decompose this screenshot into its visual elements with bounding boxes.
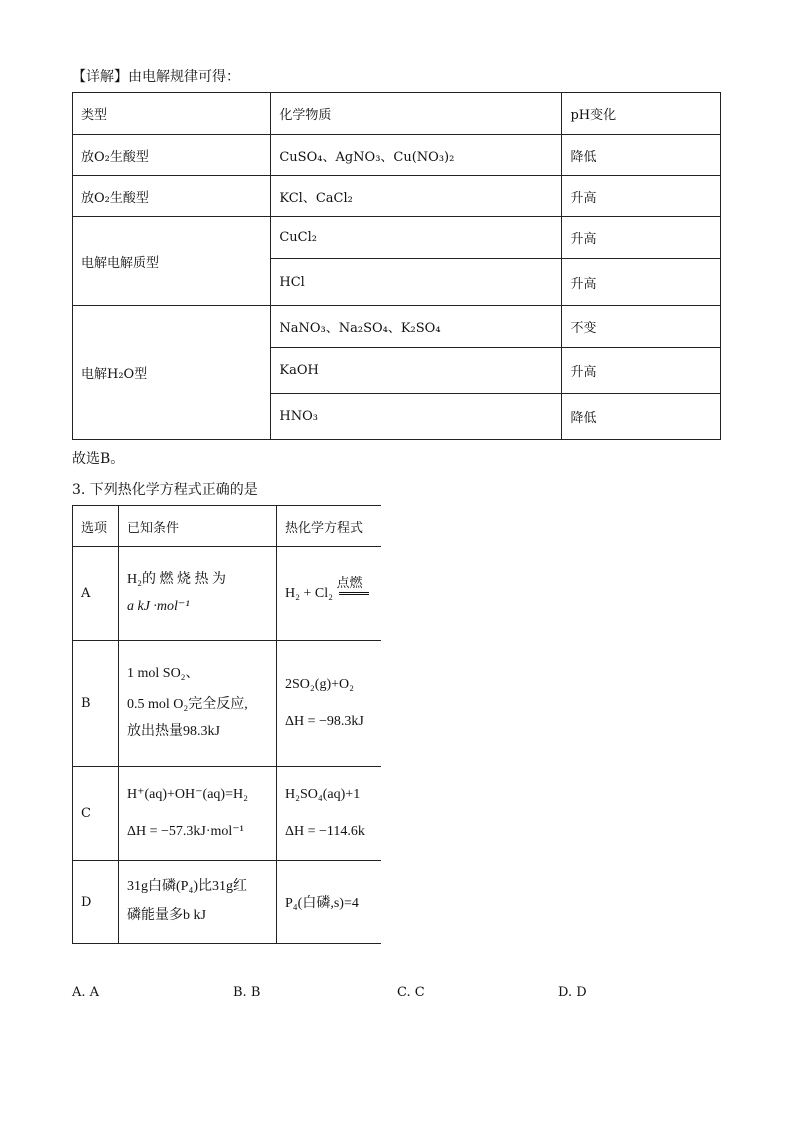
table-row — [73, 767, 382, 861]
question-table — [72, 505, 381, 944]
equation-line: ΔH = −98.3kJ — [285, 713, 364, 729]
substance-cell: KCl、CaCl₂ — [271, 176, 562, 217]
table-header-row — [73, 93, 721, 135]
substance-cell: KaOH — [271, 348, 562, 394]
ph-cell: 升高 — [562, 217, 721, 259]
reaction-condition — [336, 574, 369, 602]
substance-cell: CuCl₂ — [271, 217, 562, 259]
header-condition: 已知条件 — [119, 506, 277, 547]
header-option: 选项 — [73, 506, 119, 547]
condition-line: ΔH = −57.3kJ·mol⁻¹ — [127, 823, 244, 839]
substance-cell: NaNO₃、Na₂SO₄、K₂SO₄ — [271, 306, 562, 348]
header-equation: 热化学方程式 — [277, 506, 382, 547]
condition-line: 0.5 mol O₂完全反应, — [127, 697, 248, 713]
option-cell: A — [73, 547, 119, 641]
question-title: 3. 下列热化学方程式正确的是 — [72, 482, 258, 498]
table-row — [73, 547, 382, 641]
table-row — [73, 135, 721, 176]
condition-label: 点燃 — [336, 574, 363, 590]
table-row — [73, 641, 382, 767]
substance-cell: CuSO₄、AgNO₃、Cu(NO₃)₂ — [271, 135, 562, 176]
ph-cell: 升高 — [562, 348, 721, 394]
condition-cell — [119, 641, 277, 767]
condition-line: 31g白磷(P₄)比31g红 — [127, 879, 247, 895]
header-substance: 化学物质 — [271, 93, 562, 135]
equation-cell — [277, 767, 382, 861]
electrolysis-table — [72, 92, 721, 440]
conclusion-text: 故选B。 — [72, 451, 125, 467]
equation-line: ΔH = −114.6k — [285, 823, 365, 839]
condition-line: 1 mol SO₂、 — [127, 666, 200, 682]
ph-cell: 升高 — [562, 176, 721, 217]
condition-line: 放出热量98.3kJ — [127, 723, 220, 739]
type-cell: 放O₂生酸型 — [73, 135, 271, 176]
equation-cell — [277, 547, 382, 641]
substance-cell: HCl — [271, 259, 562, 306]
choice-a[interactable]: A. A — [72, 985, 100, 1000]
option-cell: D — [73, 861, 119, 944]
condition-cell — [119, 861, 277, 944]
equation-line: 2SO₂(g)+O₂ — [285, 676, 354, 692]
ph-cell: 不变 — [562, 306, 721, 348]
condition-cell — [119, 547, 277, 641]
equation-text: H₂ + Cl₂ — [285, 585, 333, 601]
ph-cell: 升高 — [562, 259, 721, 306]
header-type: 类型 — [73, 93, 271, 135]
ph-cell: 降低 — [562, 394, 721, 440]
table-row — [73, 861, 382, 944]
question-table-clip — [72, 505, 381, 945]
table-header-row — [73, 506, 382, 547]
equation-line: H₂SO₄(aq)+1 — [285, 786, 361, 802]
condition-line: a kJ ·mol⁻¹ — [127, 598, 190, 614]
substance-cell: HNO₃ — [271, 394, 562, 440]
choice-c[interactable]: C. C — [397, 985, 425, 1000]
condition-line: H⁺(aq)+OH⁻(aq)=H₂ — [127, 786, 248, 802]
type-cell: 电解电解质型 — [73, 217, 271, 306]
option-cell: C — [73, 767, 119, 861]
table-row — [73, 306, 721, 348]
ph-cell: 降低 — [562, 135, 721, 176]
equation-cell: P₄(白磷,s)=4 — [277, 861, 382, 944]
solution-intro: 【详解】由电解规律可得： — [72, 69, 240, 85]
table-row — [73, 217, 721, 259]
condition-line: H₂的 燃 烧 热 为 — [127, 571, 226, 587]
condition-cell — [119, 767, 277, 861]
option-cell: B — [73, 641, 119, 767]
condition-line: 磷能量多b kJ — [127, 908, 206, 923]
equation-cell — [277, 641, 382, 767]
type-cell: 放O₂生酸型 — [73, 176, 271, 217]
type-cell: 电解H₂O型 — [73, 306, 271, 440]
choice-b[interactable]: B. B — [233, 985, 261, 1000]
double-line-icon — [339, 591, 369, 595]
choice-d[interactable]: D. D — [558, 985, 587, 1000]
table-row — [73, 176, 721, 217]
header-ph: pH变化 — [562, 93, 721, 135]
